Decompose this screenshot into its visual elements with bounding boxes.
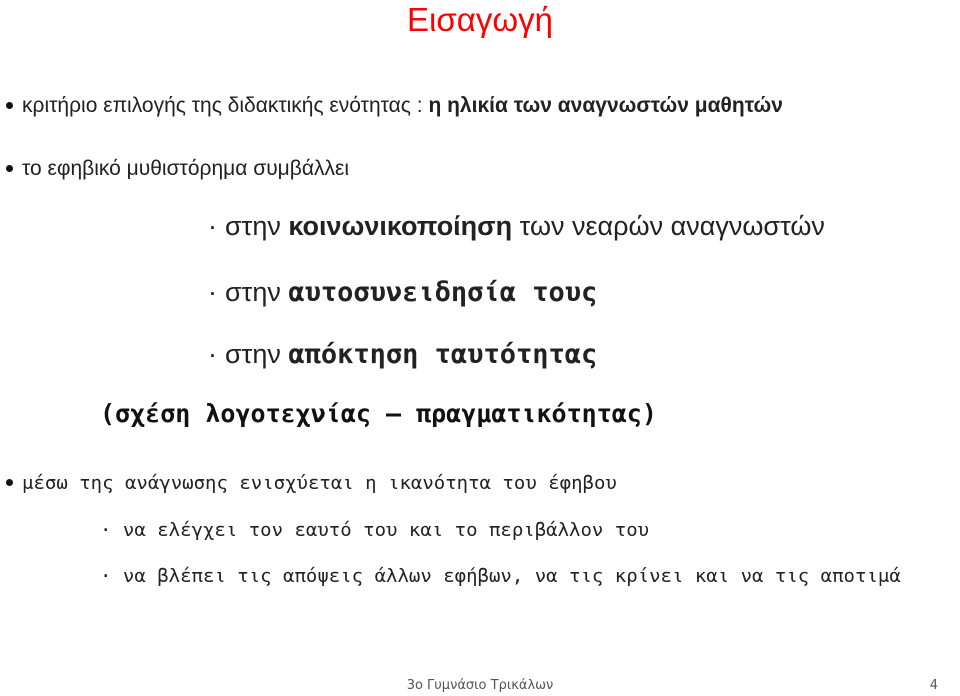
bullet-emphasis: η ηλικία των αναγνωστών μαθητών bbox=[428, 94, 783, 117]
sub-item-key: απόκτηση ταυτότητας bbox=[288, 339, 598, 370]
sub-item-text: να βλέπει τις απόψεις άλλων εφήβων, να τις κρίνει και να τις αποτιμά bbox=[122, 565, 901, 587]
sub-bullet-mark: · bbox=[100, 519, 112, 541]
bullet-text: το εφηβικό μυθιστόρημα συμβάλλει bbox=[22, 157, 350, 180]
sub-item-text: να ελέγχει τον εαυτό του και το περιβάλλον του bbox=[122, 519, 650, 541]
sub-item-socialization bbox=[208, 209, 825, 243]
bullet-criterion bbox=[6, 92, 783, 120]
bullet-novel bbox=[6, 155, 349, 183]
sub-item-key: αυτοσυνειδησία τους bbox=[288, 277, 598, 308]
sub-item-self-awareness bbox=[208, 275, 597, 310]
sub-bullet-mark: · bbox=[208, 277, 217, 307]
sub-item-other-views bbox=[100, 563, 901, 589]
sub-item-self-control bbox=[100, 517, 649, 543]
sub-bullet-mark: · bbox=[208, 339, 217, 369]
bullet-text: μέσω της ανάγνωσης ενισχύεται η ικανότητα του έφηβου bbox=[22, 472, 617, 494]
bullet-dot-icon bbox=[6, 165, 13, 172]
slide-title: Εισαγωγή bbox=[407, 1, 553, 38]
page-number: 4 bbox=[929, 678, 938, 693]
parenthetical-note: (σχέση λογοτεχνίας – πραγματικότητας) bbox=[100, 399, 657, 428]
bullet-dot-icon bbox=[6, 102, 13, 109]
sub-bullet-mark: · bbox=[100, 565, 112, 587]
sub-item-identity bbox=[208, 337, 597, 372]
sub-item-prefix: στην bbox=[225, 339, 281, 369]
sub-item-prefix: στην bbox=[225, 211, 281, 241]
bullet-reading bbox=[6, 470, 617, 496]
bullet-text: κριτήριο επιλογής της διδακτικής ενότητας : bbox=[22, 94, 423, 117]
sub-item-key: κοινωνικοποίηση bbox=[288, 211, 513, 241]
sub-item-suffix: των νεαρών αναγνωστών bbox=[519, 211, 825, 241]
bullet-dot-icon bbox=[6, 479, 13, 486]
sub-bullet-mark: · bbox=[208, 211, 217, 241]
sub-item-prefix: στην bbox=[225, 277, 281, 307]
footer-school-name: 3ο Γυμνάσιο Τρικάλων bbox=[406, 678, 554, 693]
